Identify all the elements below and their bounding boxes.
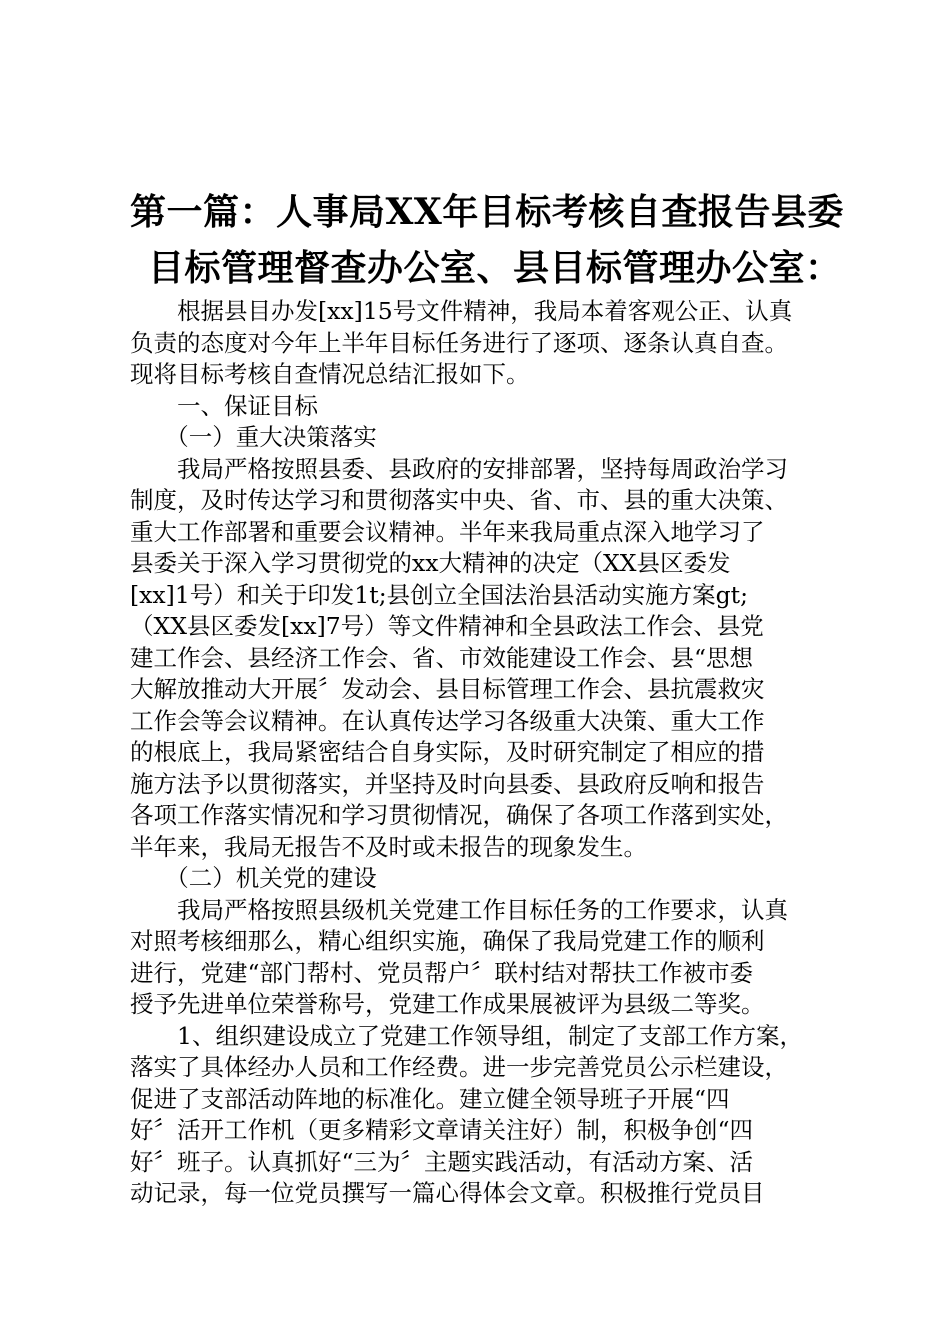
document-title-line-1: 第一篇：人事局XX年目标考核自查报告县委 xyxy=(130,191,844,233)
body-line: 落实了具体经办人员和工作经费。进一步完善党员公示栏建设， xyxy=(130,1053,788,1081)
document-body xyxy=(130,296,850,1210)
body-line: 现将目标考核自查情况总结汇报如下。 xyxy=(130,360,530,388)
body-line: （XX县区委发[xx]7号）等文件精神和全县政法工作会、县党 xyxy=(130,612,764,640)
body-line: 进行，党建“部门帮村、党员帮户〞联村结对帮扶工作被市委 xyxy=(130,958,754,987)
body-line: 授予先进单位荣誉称号，党建工作成果展被评为县级二等奖。 xyxy=(130,990,765,1018)
body-line: （一）重大决策落实 xyxy=(130,423,377,451)
body-line: 的根底上，我局紧密结合自身实际，及时研究制定了相应的措 xyxy=(130,738,765,766)
body-line: [xx]1号）和关于印发1t;县创立全国法治县活动实施方案gt; xyxy=(130,580,749,609)
body-line: 制度，及时传达学习和贯彻落实中央、省、市、县的重大决策、 xyxy=(130,486,788,514)
body-line: 好〞活开工作机（更多精彩文章请关注好）制，积极争创“四 xyxy=(130,1116,754,1144)
body-line: 各项工作落实情况和学习贯彻情况，确保了各项工作落到实处， xyxy=(130,801,788,829)
body-line: 促进了支部活动阵地的标准化。建立健全领导班子开展“四 xyxy=(130,1084,730,1113)
body-line: （二）机关党的建设 xyxy=(130,864,377,892)
body-line: 1、组织建设成立了党建工作领导组，制定了支部工作方案， xyxy=(130,1021,803,1050)
body-line: 动记录，每一位党员撰写一篇心得体会文章。积极推行党员目 xyxy=(130,1179,765,1207)
body-line: 县委关于深入学习贯彻党的xx大精神的决定（XX县区委发 xyxy=(130,549,731,577)
body-line: 根据县目办发[xx]15号文件精神，我局本着客观公正、认真 xyxy=(130,297,793,325)
body-line: 好〞班子。认真抓好“三为〞主题实践活动，有活动方案、活 xyxy=(130,1147,754,1176)
body-line: 施方法予以贯彻落实，并坚持及时向县委、县政府反响和报告 xyxy=(130,769,765,798)
body-line: 我局严格按照县委、县政府的安排部署，坚持每周政治学习 xyxy=(130,454,788,483)
body-line: 一、保证目标 xyxy=(130,391,318,420)
body-line: 大解放推动大开展〞发动会、县目标管理工作会、县抗震救灾 xyxy=(130,675,765,703)
body-line: 半年来，我局无报告不及时或未报告的现象发生。 xyxy=(130,832,647,861)
body-line: 我局严格按照县级机关党建工作目标任务的工作要求，认真 xyxy=(130,895,788,924)
body-line: 重大工作部署和重要会议精神。半年来我局重点深入地学习了 xyxy=(130,517,765,546)
body-line: 对照考核细那么，精心组织实施，确保了我局党建工作的顺利 xyxy=(130,927,765,955)
body-line: 工作会等会议精神。在认真传达学习各级重大决策、重大工作 xyxy=(130,706,765,735)
body-line: 建工作会、县经济工作会、省、市效能建设工作会、县“思想 xyxy=(130,643,754,672)
document-title-line-2: 目标管理督查办公室、县目标管理办公室： xyxy=(148,247,842,289)
body-line: 负责的态度对今年上半年目标任务进行了逐项、逐条认真自查。 xyxy=(130,328,788,357)
